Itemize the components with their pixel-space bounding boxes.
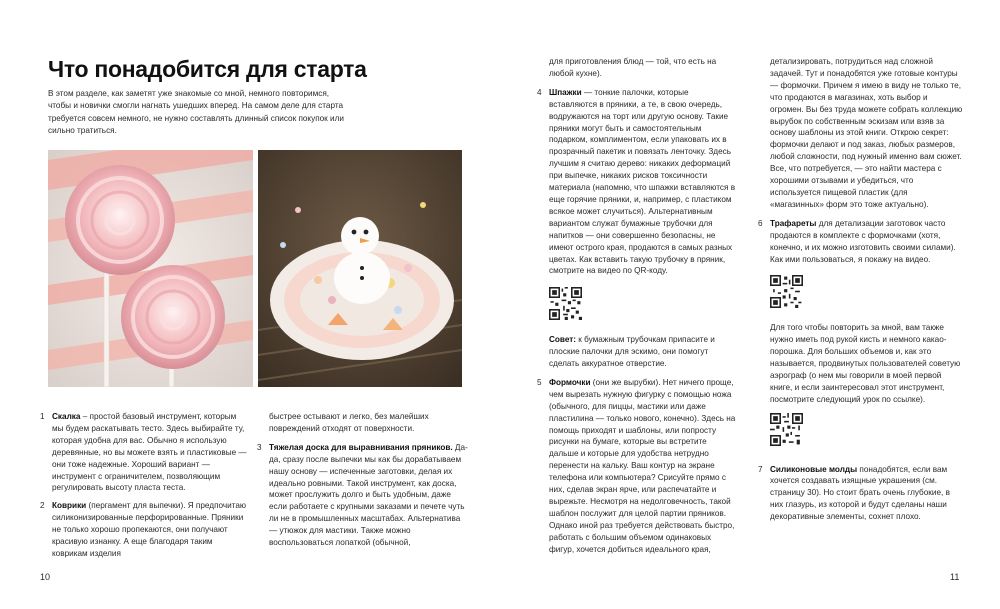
list-item: 2 Коврики (пергамент для выпечки). Я предпочитаю силиконизированные перфорированные. Пряники не только хорошо пропекаются, они получают красивую изнанку. А еще благодаря таким коврикам изделия — [40, 501, 247, 558]
list-item: 3 Тяжелая доска для выравнивания пряников. Да-да, сразу после выпечки мы как бы дорабатываем нашу основу — испеченные заготовки, делая их идеально ровными. Такой инструмент, как доска, может прослужить долго и быть удобным, даже если работаете с крупными заказами и печете чуть ли не в промышленных масштабах. Альтернатива — утюжок для мастики. Также можно воспользоваться лопаткой (обычной, — [257, 442, 468, 548]
column-3 — [537, 56, 737, 562]
list-item: 7 Силиконовые молды понадобятся, если вам хочется создавать изящные украшения (см. страницу 30). Но стоит брать очень глубокие, в них глазурь, из которой и будут сделаны наши декоративные элементы, сохнет плохо. — [758, 464, 950, 522]
qr-code-icon[interactable] — [770, 275, 803, 308]
qr-code-icon[interactable] — [770, 413, 803, 446]
list-item: 5 Формочки (они же вырубки). Нет ничего проще, чем вырезать нужную фигурку с помощью ножа (обычного, для пиццы, мастики или даже пластилина — только нового, конечно). Здесь на помощь приходят и шаблоны, или попросту рисунки на бумаге, которые вы встретите дальше и которые для удобства нетрудно перенести на кальку. Ваш контур на экране телефона или компьютера? Срисуйте прямо с них, сделав экран ярче, или распечатайте и вырежьте. Несмотря на недолговечность, такой шаблон послужит для целой партии пряников. Однако иной раз требуется действовать быстро, работать с большим объемом одинаковых фигур, хочется добиться идеального края, — [537, 377, 736, 554]
list-item: 4 Шпажки — тонкие палочки, которые вставляются в пряники, а те, в свою очередь, водружаются на торт или другую основу. Такие пряники могут быть и самостоятельным подарком, комплиментом, если упаковать их в прозрачный пакетик и повязать ленточку. Здесь лучшим я считаю дерево: никаких деформаций при выпечке, никаких рисков токсичности материала (напомню, что шпажки вставляются в еще горячие пряники, и, например, с пластиком всякое может случиться). Альтернативным вариантом служат бумажные трубочки для напитков — они совершенно безопасны, не имеют острого края, продаются в самых разных цветах. Как вставить такую трубочку в пряник, смотрите на видео по QR-коду. — [537, 87, 736, 276]
qr-code-block — [758, 275, 963, 322]
continued-text: для приготовления блюд — той, что есть на любой кухне). — [549, 57, 717, 78]
tip-paragraph: Совет: к бумажным трубочкам припасите и плоские палочки для эскимо, они помогут сделать аккуратное отверстие. — [549, 335, 715, 369]
snowman-cookie-photo — [258, 150, 462, 387]
page-number-right: 11 — [950, 572, 960, 582]
page-title: Что понадобится для старта — [48, 56, 367, 82]
column-1 — [40, 411, 247, 566]
meringue-roses-photo — [48, 150, 253, 387]
list-item: 6 Трафареты для детализации заготовок часто продаются в комплекте с формочками (хотя, конечно, и их можно изготовить своими силами). Как ими пользоваться, я покажу на видео. — [758, 218, 956, 264]
page-number-left: 10 — [40, 572, 51, 582]
paragraph: Для того чтобы повторить за мной, вам также нужно иметь под рукой кисть и немного какао-порошка. Для больших объемов и, как это называется, продвинутых пользователей советую аэрограф (о нем мы говорили в моей первой книге, и если заинтересовал этот инструмент, посмотрите следующий урок по ссылке). — [770, 323, 961, 404]
continued-text: быстрее остывают и легко, без малейших повреждений отходят от поверхности. — [269, 412, 429, 433]
continued-text: детализировать, потрудиться над сложной задачей. Тут и понадобятся уже готовые контуры — формочки. Причем я имею в виду не только те, что продаются в магазинах, хоть выбор и огромен. Вы без труда можете собрать коллекцию вырубок по собственным эскизам или взяв за основу шаблоны из этой книги. Открою секрет: формочки делают и под заказ, любых размеров, любой сложности, под нужный именно вам сюжет. Все, что потребуется, — это найти мастера с хорошими отзывами и убедиться, что используется пищевой пластик (для «магазинных» форм это тоже актуально). — [770, 57, 963, 209]
qr-code-icon[interactable] — [549, 287, 582, 320]
intro-paragraph: В этом разделе, как заметят уже знакомые со мной, немного повторимся, чтобы и новички смогли нагнать ушедших вперед. На самом деле для старта требуется совсем немного, не нужно составлять длинный список покупок или сильно тратиться. — [48, 89, 344, 135]
list-item: 1 Скалка – простой базовый инструмент, которым мы будем раскатывать тесто. Здесь выбирайте ту, которая удобна для вас. Обычно я использую деревянные, но вы можете взять и пластиковые — они тоже надежные. Хороший вариант — инструмент с ограничителем, позволяющим регулировать высоту пласта теста. — [40, 412, 247, 493]
column-2 — [257, 411, 469, 555]
qr-code-block — [537, 287, 737, 334]
qr-code-block — [758, 413, 963, 460]
column-4 — [758, 56, 963, 529]
